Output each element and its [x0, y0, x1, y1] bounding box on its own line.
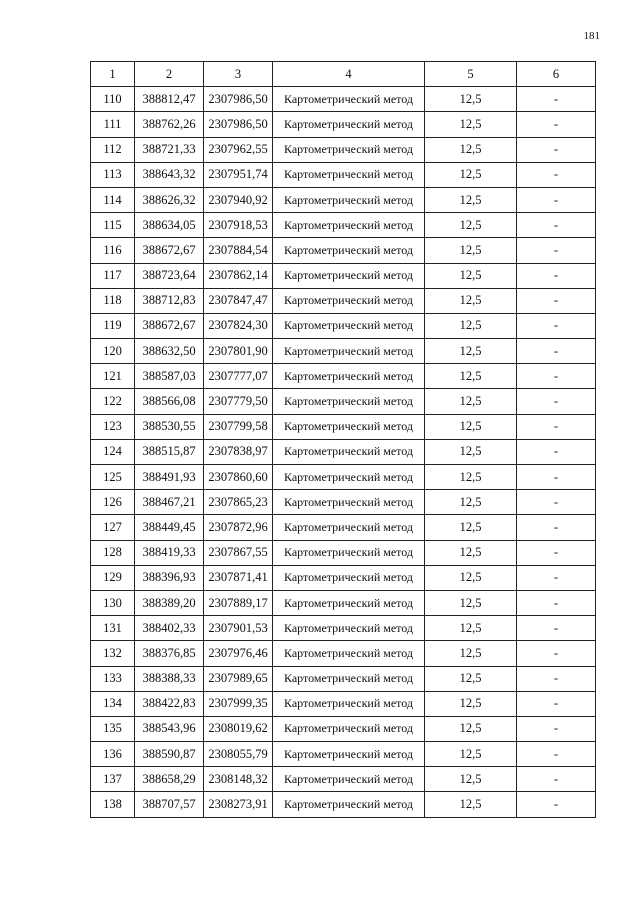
accuracy-cell: 12,5 [425, 590, 517, 615]
table-row [91, 187, 596, 212]
point-number-cell: 110 [91, 87, 135, 112]
accuracy-cell: 12,5 [425, 187, 517, 212]
y-coordinate-cell: 2307989,65 [204, 666, 273, 691]
point-number-cell: 125 [91, 465, 135, 490]
y-coordinate-cell: 2307865,23 [204, 490, 273, 515]
note-cell: - [517, 742, 596, 767]
table-row [91, 742, 596, 767]
point-number-cell: 132 [91, 641, 135, 666]
table-row [91, 389, 596, 414]
method-cell: Картометрический метод [273, 616, 425, 641]
y-coordinate-cell: 2307962,55 [204, 137, 273, 162]
page-number: 181 [583, 30, 600, 42]
x-coordinate-cell: 388566,08 [135, 389, 204, 414]
table-row [91, 590, 596, 615]
accuracy-cell: 12,5 [425, 112, 517, 137]
accuracy-cell: 12,5 [425, 742, 517, 767]
point-number-cell: 130 [91, 590, 135, 615]
x-coordinate-cell: 388672,67 [135, 313, 204, 338]
y-coordinate-cell: 2307884,54 [204, 238, 273, 263]
y-coordinate-cell: 2307860,60 [204, 465, 273, 490]
note-cell: - [517, 641, 596, 666]
x-coordinate-cell: 388632,50 [135, 339, 204, 364]
y-coordinate-cell: 2307799,58 [204, 414, 273, 439]
table-row [91, 565, 596, 590]
table-row [91, 641, 596, 666]
method-cell: Картометрический метод [273, 112, 425, 137]
note-cell: - [517, 515, 596, 540]
table-row [91, 515, 596, 540]
note-cell: - [517, 490, 596, 515]
y-coordinate-cell: 2307871,41 [204, 565, 273, 590]
x-coordinate-cell: 388672,67 [135, 238, 204, 263]
point-number-cell: 116 [91, 238, 135, 263]
accuracy-cell: 12,5 [425, 641, 517, 666]
accuracy-cell: 12,5 [425, 162, 517, 187]
point-number-cell: 128 [91, 540, 135, 565]
x-coordinate-cell: 388707,57 [135, 792, 204, 817]
accuracy-cell: 12,5 [425, 414, 517, 439]
method-cell: Картометрический метод [273, 691, 425, 716]
method-cell: Картометрический метод [273, 666, 425, 691]
y-coordinate-cell: 2308055,79 [204, 742, 273, 767]
method-cell: Картометрический метод [273, 213, 425, 238]
accuracy-cell: 12,5 [425, 465, 517, 490]
table-row [91, 616, 596, 641]
point-number-cell: 113 [91, 162, 135, 187]
y-coordinate-cell: 2307801,90 [204, 339, 273, 364]
point-number-cell: 134 [91, 691, 135, 716]
point-number-cell: 123 [91, 414, 135, 439]
y-coordinate-cell: 2307999,35 [204, 691, 273, 716]
x-coordinate-cell: 388419,33 [135, 540, 204, 565]
y-coordinate-cell: 2307872,96 [204, 515, 273, 540]
note-cell: - [517, 716, 596, 741]
method-cell: Картометрический метод [273, 716, 425, 741]
method-cell: Картометрический метод [273, 414, 425, 439]
method-cell: Картометрический метод [273, 565, 425, 590]
method-cell: Картометрический метод [273, 515, 425, 540]
accuracy-cell: 12,5 [425, 339, 517, 364]
method-cell: Картометрический метод [273, 792, 425, 817]
method-cell: Картометрический метод [273, 238, 425, 263]
x-coordinate-cell: 388812,47 [135, 87, 204, 112]
table-row [91, 490, 596, 515]
y-coordinate-cell: 2307986,50 [204, 112, 273, 137]
accuracy-cell: 12,5 [425, 490, 517, 515]
table-row [91, 263, 596, 288]
point-number-cell: 115 [91, 213, 135, 238]
point-number-cell: 124 [91, 439, 135, 464]
accuracy-cell: 12,5 [425, 87, 517, 112]
y-coordinate-cell: 2307940,92 [204, 187, 273, 212]
method-cell: Картометрический метод [273, 263, 425, 288]
table-row [91, 112, 596, 137]
y-coordinate-cell: 2307779,50 [204, 389, 273, 414]
note-cell: - [517, 792, 596, 817]
y-coordinate-cell: 2307824,30 [204, 313, 273, 338]
table-row [91, 313, 596, 338]
y-coordinate-cell: 2307862,14 [204, 263, 273, 288]
accuracy-cell: 12,5 [425, 767, 517, 792]
point-number-cell: 126 [91, 490, 135, 515]
point-number-cell: 114 [91, 187, 135, 212]
x-coordinate-cell: 388515,87 [135, 439, 204, 464]
method-cell: Картометрический метод [273, 641, 425, 666]
note-cell: - [517, 590, 596, 615]
method-cell: Картометрический метод [273, 162, 425, 187]
point-number-cell: 129 [91, 565, 135, 590]
method-cell: Картометрический метод [273, 590, 425, 615]
x-coordinate-cell: 388587,03 [135, 364, 204, 389]
x-coordinate-cell: 388543,96 [135, 716, 204, 741]
accuracy-cell: 12,5 [425, 616, 517, 641]
table-row [91, 540, 596, 565]
point-number-cell: 111 [91, 112, 135, 137]
x-coordinate-cell: 388643,32 [135, 162, 204, 187]
header-cell-1: 1 [91, 62, 135, 87]
y-coordinate-cell: 2308273,91 [204, 792, 273, 817]
table-header [91, 62, 596, 87]
method-cell: Картометрический метод [273, 490, 425, 515]
x-coordinate-cell: 388530,55 [135, 414, 204, 439]
x-coordinate-cell: 388389,20 [135, 590, 204, 615]
x-coordinate-cell: 388658,29 [135, 767, 204, 792]
accuracy-cell: 12,5 [425, 439, 517, 464]
point-number-cell: 112 [91, 137, 135, 162]
header-cell-4: 4 [273, 62, 425, 87]
accuracy-cell: 12,5 [425, 137, 517, 162]
accuracy-cell: 12,5 [425, 263, 517, 288]
point-number-cell: 118 [91, 288, 135, 313]
table-row [91, 87, 596, 112]
coordinates-table [90, 61, 596, 818]
y-coordinate-cell: 2307918,53 [204, 213, 273, 238]
x-coordinate-cell: 388626,32 [135, 187, 204, 212]
y-coordinate-cell: 2307889,17 [204, 590, 273, 615]
x-coordinate-cell: 388721,33 [135, 137, 204, 162]
accuracy-cell: 12,5 [425, 238, 517, 263]
method-cell: Картометрический метод [273, 389, 425, 414]
note-cell: - [517, 691, 596, 716]
header-cell-5: 5 [425, 62, 517, 87]
y-coordinate-cell: 2307951,74 [204, 162, 273, 187]
point-number-cell: 122 [91, 389, 135, 414]
point-number-cell: 131 [91, 616, 135, 641]
point-number-cell: 136 [91, 742, 135, 767]
y-coordinate-cell: 2308019,62 [204, 716, 273, 741]
accuracy-cell: 12,5 [425, 213, 517, 238]
table-row [91, 288, 596, 313]
note-cell: - [517, 162, 596, 187]
y-coordinate-cell: 2307986,50 [204, 87, 273, 112]
method-cell: Картометрический метод [273, 137, 425, 162]
y-coordinate-cell: 2307867,55 [204, 540, 273, 565]
table-row [91, 339, 596, 364]
x-coordinate-cell: 388762,26 [135, 112, 204, 137]
table-row [91, 162, 596, 187]
header-row [91, 62, 596, 87]
note-cell: - [517, 263, 596, 288]
method-cell: Картометрический метод [273, 288, 425, 313]
table-row [91, 691, 596, 716]
note-cell: - [517, 767, 596, 792]
accuracy-cell: 12,5 [425, 313, 517, 338]
note-cell: - [517, 364, 596, 389]
note-cell: - [517, 389, 596, 414]
table-row [91, 213, 596, 238]
note-cell: - [517, 565, 596, 590]
note-cell: - [517, 87, 596, 112]
accuracy-cell: 12,5 [425, 691, 517, 716]
note-cell: - [517, 465, 596, 490]
y-coordinate-cell: 2307847,47 [204, 288, 273, 313]
x-coordinate-cell: 388491,93 [135, 465, 204, 490]
note-cell: - [517, 339, 596, 364]
note-cell: - [517, 238, 596, 263]
table-row [91, 137, 596, 162]
accuracy-cell: 12,5 [425, 515, 517, 540]
x-coordinate-cell: 388402,33 [135, 616, 204, 641]
table-row [91, 439, 596, 464]
note-cell: - [517, 313, 596, 338]
table-row [91, 364, 596, 389]
x-coordinate-cell: 388467,21 [135, 490, 204, 515]
note-cell: - [517, 439, 596, 464]
x-coordinate-cell: 388723,64 [135, 263, 204, 288]
accuracy-cell: 12,5 [425, 565, 517, 590]
accuracy-cell: 12,5 [425, 540, 517, 565]
x-coordinate-cell: 388712,83 [135, 288, 204, 313]
x-coordinate-cell: 388376,85 [135, 641, 204, 666]
note-cell: - [517, 137, 596, 162]
note-cell: - [517, 112, 596, 137]
accuracy-cell: 12,5 [425, 364, 517, 389]
x-coordinate-cell: 388634,05 [135, 213, 204, 238]
note-cell: - [517, 288, 596, 313]
method-cell: Картометрический метод [273, 742, 425, 767]
method-cell: Картометрический метод [273, 439, 425, 464]
accuracy-cell: 12,5 [425, 389, 517, 414]
table-row [91, 238, 596, 263]
method-cell: Картометрический метод [273, 187, 425, 212]
y-coordinate-cell: 2307777,07 [204, 364, 273, 389]
table-body [91, 87, 596, 817]
header-cell-3: 3 [204, 62, 273, 87]
point-number-cell: 120 [91, 339, 135, 364]
accuracy-cell: 12,5 [425, 288, 517, 313]
method-cell: Картометрический метод [273, 313, 425, 338]
point-number-cell: 121 [91, 364, 135, 389]
point-number-cell: 119 [91, 313, 135, 338]
header-cell-6: 6 [517, 62, 596, 87]
table-row [91, 666, 596, 691]
method-cell: Картометрический метод [273, 87, 425, 112]
point-number-cell: 117 [91, 263, 135, 288]
note-cell: - [517, 187, 596, 212]
note-cell: - [517, 666, 596, 691]
method-cell: Картометрический метод [273, 364, 425, 389]
table-row [91, 767, 596, 792]
point-number-cell: 133 [91, 666, 135, 691]
x-coordinate-cell: 388388,33 [135, 666, 204, 691]
x-coordinate-cell: 388422,83 [135, 691, 204, 716]
header-cell-2: 2 [135, 62, 204, 87]
method-cell: Картометрический метод [273, 339, 425, 364]
x-coordinate-cell: 388396,93 [135, 565, 204, 590]
x-coordinate-cell: 388590,87 [135, 742, 204, 767]
note-cell: - [517, 540, 596, 565]
y-coordinate-cell: 2307838,97 [204, 439, 273, 464]
point-number-cell: 138 [91, 792, 135, 817]
method-cell: Картометрический метод [273, 540, 425, 565]
y-coordinate-cell: 2307976,46 [204, 641, 273, 666]
point-number-cell: 135 [91, 716, 135, 741]
table-row [91, 465, 596, 490]
table-row [91, 716, 596, 741]
accuracy-cell: 12,5 [425, 666, 517, 691]
accuracy-cell: 12,5 [425, 792, 517, 817]
note-cell: - [517, 213, 596, 238]
method-cell: Картометрический метод [273, 465, 425, 490]
y-coordinate-cell: 2308148,32 [204, 767, 273, 792]
method-cell: Картометрический метод [273, 767, 425, 792]
point-number-cell: 137 [91, 767, 135, 792]
x-coordinate-cell: 388449,45 [135, 515, 204, 540]
note-cell: - [517, 414, 596, 439]
accuracy-cell: 12,5 [425, 716, 517, 741]
y-coordinate-cell: 2307901,53 [204, 616, 273, 641]
note-cell: - [517, 616, 596, 641]
table-row [91, 792, 596, 817]
table-row [91, 414, 596, 439]
point-number-cell: 127 [91, 515, 135, 540]
